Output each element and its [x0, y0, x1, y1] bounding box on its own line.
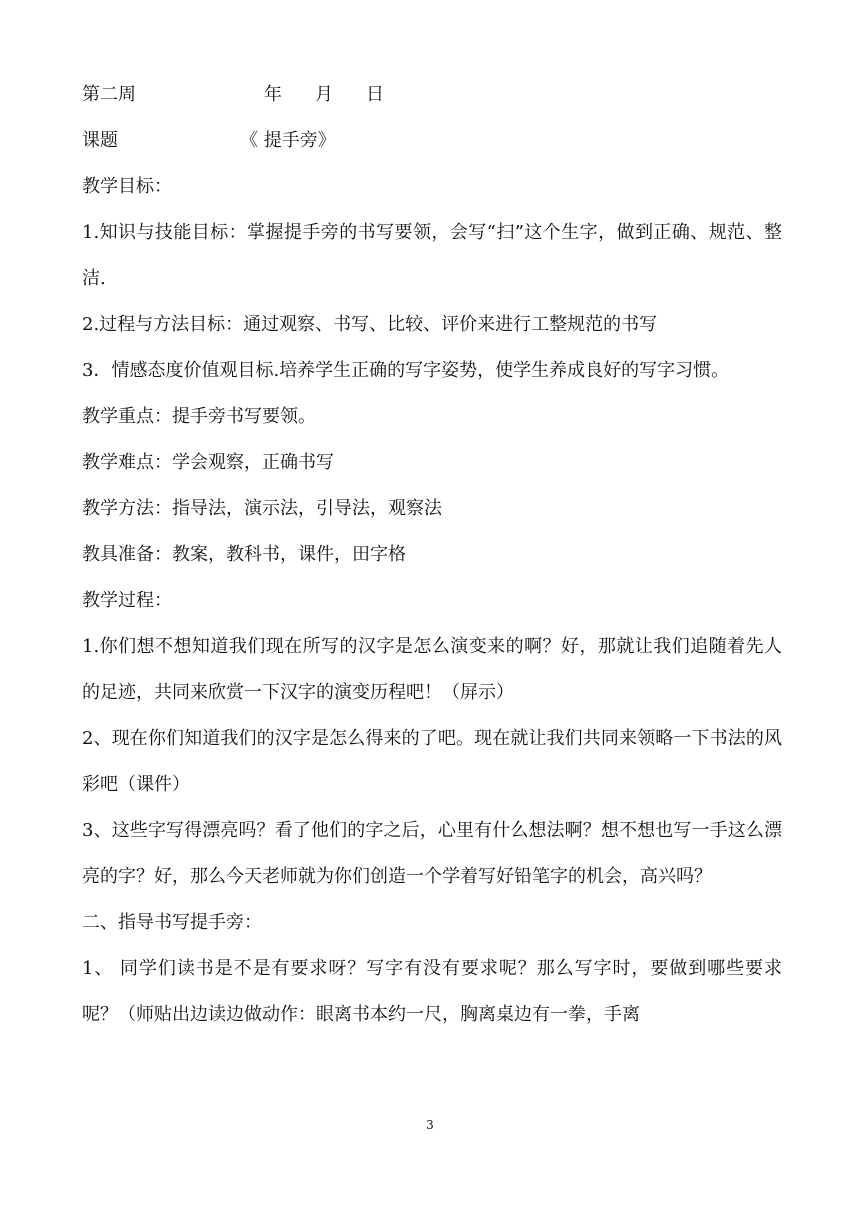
- teaching-methods: 教学方法：指导法，演示法，引导法，观察法: [82, 498, 442, 519]
- date-header-row: [82, 84, 782, 106]
- document-body: [82, 84, 782, 1050]
- objective-process: 2.过程与方法目标：通过观察、书写、比较、评价来进行工整规范的书写: [82, 314, 658, 335]
- objective-knowledge: 1.知识与技能目标：掌握提手旁的书写要领，会写“扫”这个生字，做到正确、规范、整洁.: [82, 222, 782, 289]
- section-two-heading: 二、指导书写提手旁：: [82, 912, 262, 933]
- topic-label: 课题: [82, 130, 118, 151]
- section-two-item-1: 1、 同学们读书是不是有要求呀？写字有没有要求呢？那么写字时，要做到哪些要求呢？（师贴出边读边做动作：眼离书本约一尺，胸离桌边有一拳，手离: [82, 958, 782, 1025]
- process-heading: 教学过程：: [82, 590, 172, 611]
- topic-row: [82, 130, 782, 152]
- week-label: 第二周: [82, 84, 136, 105]
- topic-title: 《 提手旁》: [240, 130, 336, 151]
- objectives-heading: 教学目标：: [82, 176, 172, 197]
- process-step-3: 3、这些字写得漂亮吗？看了他们的字之后，心里有什么想法啊？想不想也写一手这么漂亮的字？好，那么今天老师就为你们创造一个学着写好铅笔字的机会，高兴吗？: [82, 820, 782, 887]
- teaching-materials: 教具准备：教案，教科书，课件，田字格: [82, 544, 406, 565]
- process-step-2: 2、现在你们知道我们的汉字是怎么得来的了吧。现在就让我们共同来领略一下书法的风彩吧（课件）: [82, 728, 782, 795]
- month-label: 月: [315, 84, 333, 105]
- process-step-1: 1.你们想不想知道我们现在所写的汉字是怎么演变来的啊？好，那就让我们追随着先人的足迹，共同来欣赏一下汉字的演变历程吧！（屏示）: [82, 636, 782, 703]
- day-label: 日: [366, 84, 384, 105]
- page-number: 3: [426, 1118, 434, 1132]
- year-label: 年: [264, 84, 282, 105]
- key-points: 教学重点：提手旁书写要领。: [82, 406, 316, 427]
- difficulties: 教学难点：学会观察，正确书写: [82, 452, 334, 473]
- objective-attitude: 3．情感态度价值观目标.培养学生正确的写字姿势，使学生养成良好的写字习惯。: [82, 360, 730, 381]
